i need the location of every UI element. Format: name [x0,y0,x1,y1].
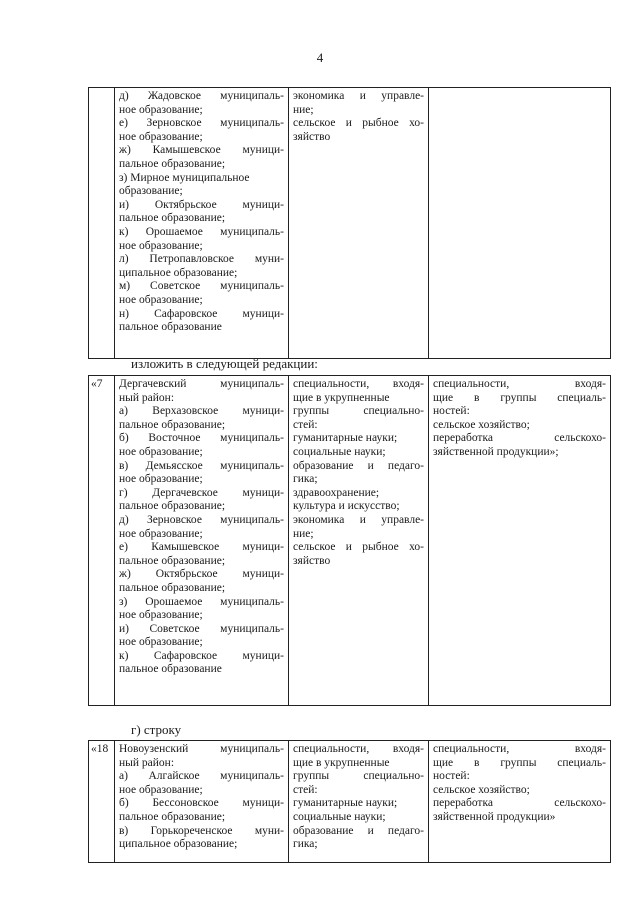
text-line: ное образование; [119,783,203,796]
table-new-edition [88,375,611,706]
text-line: пальное образование; [119,157,226,170]
text-line: к) Орошаемое муниципаль- [119,225,284,238]
text-line: ный район: [119,391,175,404]
text-line: ное образование; [119,239,203,252]
text-line: л) Петропавловское муни- [119,253,284,266]
text-line: специальности, входя- [293,378,424,390]
text-line: образование и педаго- [293,824,424,837]
text-line: пальное образование; [119,554,226,567]
text-line: социальные науки; [293,810,386,823]
territory-cell [115,376,289,706]
text-line: в) Демьясское муниципаль- [119,459,284,472]
text-line: сельское и рыбное хо- [293,541,424,554]
text-line: пальное образование [119,663,222,676]
text-line: а) Алгайское муниципаль- [119,770,284,783]
text-line: ное образование; [119,636,203,649]
text-line: гика; [293,838,318,851]
table-row [89,741,611,863]
text-line: зяйство [293,130,331,143]
text-line: г) Дергачевское муници- [119,486,284,499]
text-line: и) Советское муниципаль- [119,622,284,635]
table-row [89,88,611,359]
text-line: социальные науки; [293,445,386,458]
text-line: образование; [119,185,183,198]
text-line: зяйственной продукции» [433,810,556,823]
text-line: пальное образование; [119,810,226,823]
text-line: специальности, входя- [433,378,606,390]
text-line: стей: [293,783,318,796]
text-line: ное образование; [119,473,203,486]
row-number: «7 [89,376,115,706]
text-line: специальности, входя- [293,743,424,755]
text-line: е) Камышевское муници- [119,541,284,554]
specialties-cell [289,376,429,706]
text-line: ное образование; [119,527,203,540]
text-line: ние; [293,527,314,540]
text-line: переработка сельскохо- [433,797,606,810]
text-line: з) Мирное муниципальное [119,171,250,184]
text-line: к) Сафаровское муници- [119,649,284,662]
text-line: ностей: [433,405,470,418]
instruction-text: г) строку [131,722,182,737]
text-line: б) Бессоновское муници- [119,797,284,810]
text-line: д) Жадовское муниципаль- [119,90,284,102]
text-line: ципальное образование; [119,266,238,279]
text-line: а) Верхазовское муници- [119,405,284,418]
text-line: образование и педаго- [293,459,424,472]
text-line: ж) Камышевское муници- [119,144,284,157]
text-line: сельское и рыбное хо- [293,117,424,130]
text-line: ципальное образование; [119,838,238,851]
text-line: д) Зерновское муниципаль- [119,513,284,526]
specialties-cell [289,741,429,863]
instruction-text: изложить в следующей редакции: [131,356,318,371]
text-line: пальное образование; [119,581,226,594]
text-line: щие в группы специаль- [433,756,606,769]
text-line: з) Орошаемое муниципаль- [119,595,284,608]
text-line: гика; [293,473,318,486]
page-number: 4 [316,50,324,65]
territory-cell [115,88,289,359]
territory-cell [115,741,289,863]
text-line: ное образование; [119,445,203,458]
text-line: зяйство [293,554,331,567]
text-line: ный район: [119,756,175,769]
text-line: м) Советское муниципаль- [119,280,284,293]
extra-specialties-cell [429,376,611,706]
text-line: зяйственной продукции»; [433,445,559,458]
text-line: ное образование; [119,130,203,143]
text-line: пальное образование [119,321,222,334]
table-continuation [88,87,611,359]
text-line: ное образование; [119,103,203,116]
row-number: «18 [89,741,115,863]
text-line: е) Зерновское муниципаль- [119,117,284,130]
extra-specialties-cell [429,741,611,863]
text-line: пальное образование; [119,418,226,431]
text-line: ное образование; [119,293,203,306]
text-line: ж) Октябрьское муници- [119,568,284,581]
table-row [89,376,611,706]
text-line: стей: [293,418,318,431]
text-line: культура и искусство; [293,500,400,513]
row-number-cell [89,88,115,359]
text-line: н) Сафаровское муници- [119,307,284,320]
text-line: здравоохранение; [293,486,380,499]
text-line: гуманитарные науки; [293,432,398,445]
text-line: гуманитарные науки; [293,797,398,810]
text-line: ностей: [433,770,470,783]
text-line: и) Октябрьское муници- [119,198,284,211]
text-line: ние; [293,103,314,116]
extra-specialties-cell [429,88,611,359]
table-row-18 [88,740,611,863]
text-line: специальности, входя- [433,743,606,755]
text-line: экономика и управле- [293,90,424,102]
text-line: пальное образование; [119,500,226,513]
text-line: Новоузенский муниципаль- [119,743,284,755]
text-line: в) Горькореченское муни- [119,824,284,837]
specialties-cell [289,88,429,359]
text-line: пальное образование; [119,212,226,225]
text-line: экономика и управле- [293,513,424,526]
text-line: щие в группы специаль- [433,391,606,404]
text-line: Дергачевский муниципаль- [119,378,284,390]
text-line: группы специально- [293,770,424,783]
text-line: щие в укрупненные [293,391,390,404]
text-line: ное образование; [119,609,203,622]
text-line: группы специально- [293,405,424,418]
text-line: б) Восточное муниципаль- [119,432,284,445]
text-line: сельское хозяйство; [433,418,530,431]
text-line: щие в укрупненные [293,756,390,769]
text-line: сельское хозяйство; [433,783,530,796]
text-line: переработка сельскохо- [433,432,606,445]
